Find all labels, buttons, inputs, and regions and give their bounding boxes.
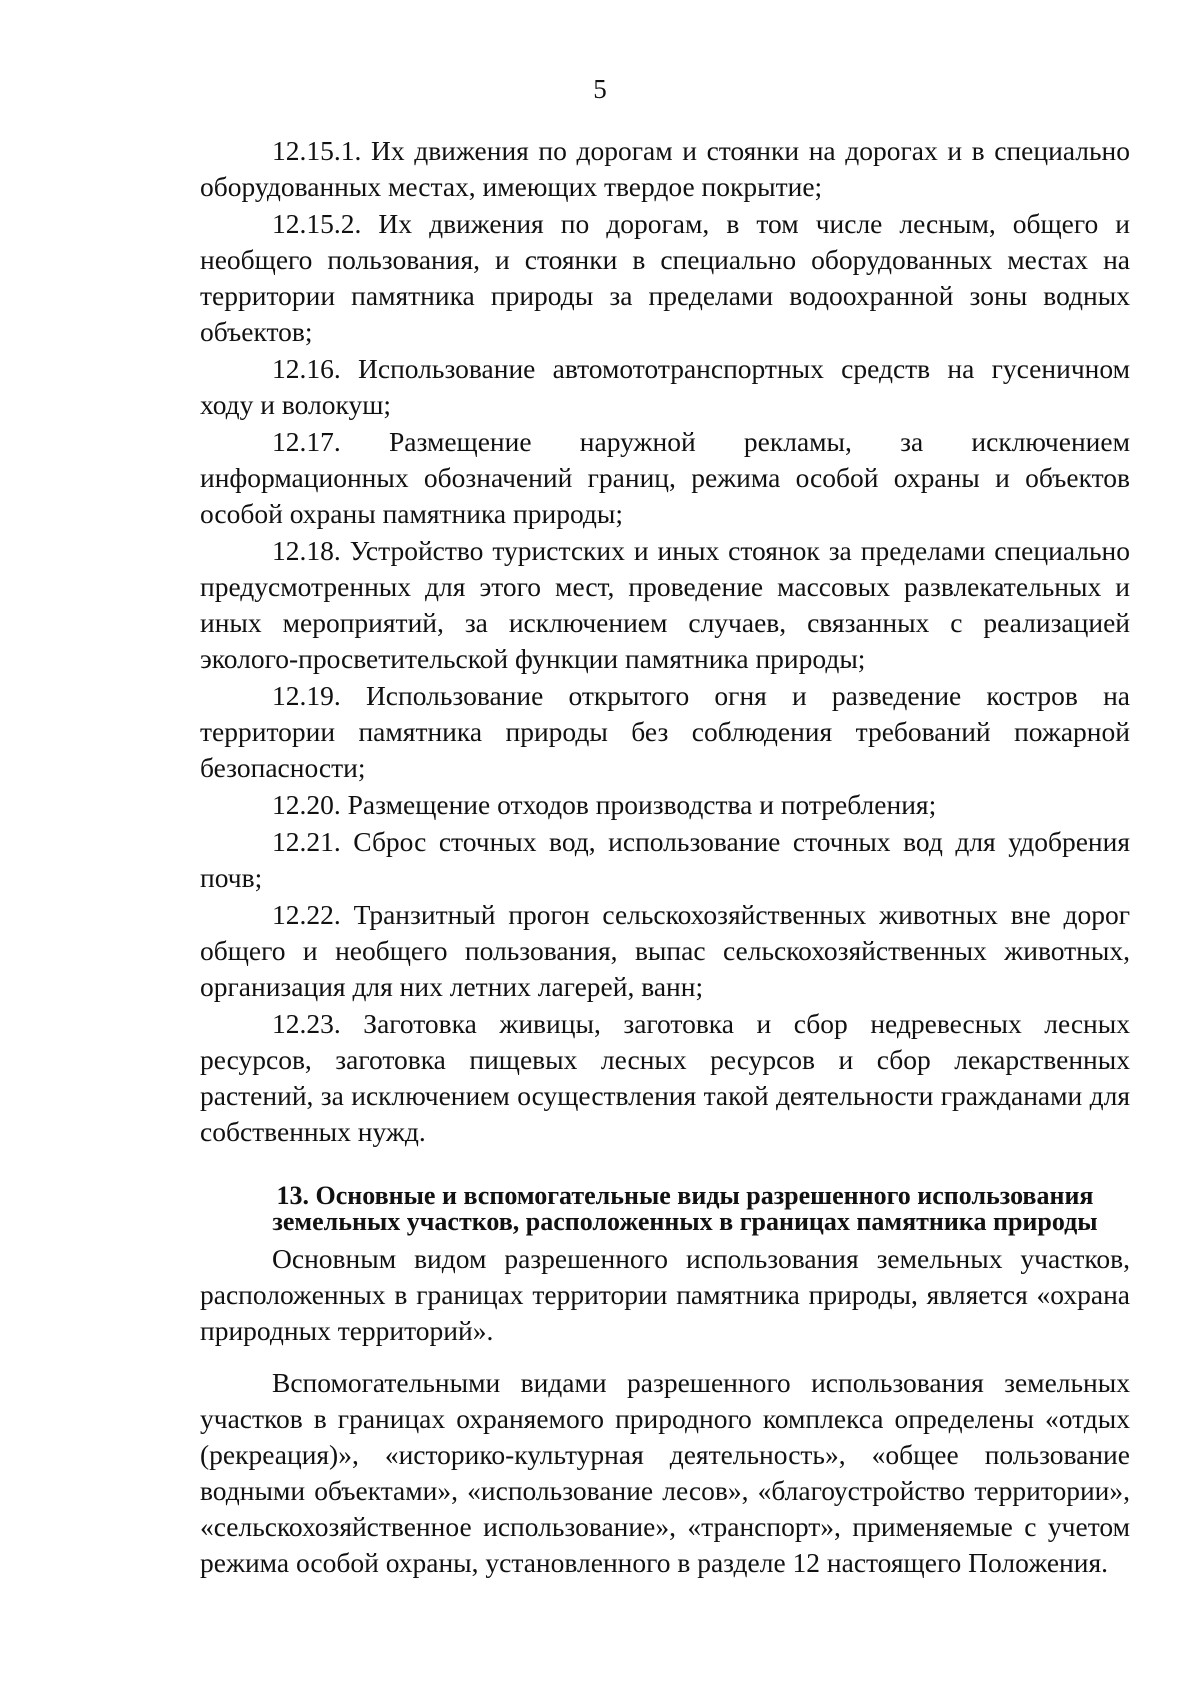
clauses-list [200,133,1130,1150]
section-13-heading-line2: земельных участков, расположенных в границах памятника природы [272,1207,1098,1236]
section-13-paragraph-auxiliary: Вспомогательными видами разрешенного использования земельных участков в границах охраняемого природного комплекса определены «отдых (рекреация)», «историко-культурная деятельность», «общее пользование водными объектами», «использование лесов», «благоустройство территории», «сельскохозяйственное использование», «транспорт», применяемые с учетом режима особой охраны, установленного в разделе 12 настоящего Положения. [200,1367,1130,1578]
section-13-heading-line1: 13. Основные и вспомогательные виды разрешенного использования [276,1181,1094,1210]
clause-12-22: 12.22. Транзитный прогон сельскохозяйственных животных вне дорог общего и необщего пользования, выпас сельскохозяйственных животных, организация для них летних лагерей, ванн; [200,899,1130,1002]
clause-12-18: 12.18. Устройство туристских и иных стоянок за пределами специально предусмотренных для этого мест, проведение массовых развлекательных и иных мероприятий, за исключением случаев, связанных с реализацией эколого-просветительской функции памятника природы; [200,535,1130,674]
section-13-paragraph-main: Основным видом разрешенного использования земельных участков, расположенных в границах территории памятника природы, является «охрана природных территорий». [200,1243,1130,1346]
page-content [200,133,1130,1581]
clause-12-16: 12.16. Использование автомототранспортных средств на гусеничном ходу и волокуш; [200,353,1130,420]
clause-12-15-1: 12.15.1. Их движения по дорогам и стоянки на дорогах и в специально оборудованных местах, имеющих твердое покрытие; [200,135,1130,202]
clause-12-17: 12.17. Размещение наружной рекламы, за исключением информационных обозначений границ, режима особой охраны и объектов особой охраны памятника природы; [200,426,1130,529]
clause-12-15-2: 12.15.2. Их движения по дорогам, в том числе лесным, общего и необщего пользования, и стоянки в специально оборудованных местах на территории памятника природы за пределами водоохранной зоны водных объектов; [200,208,1130,347]
section-13-heading [200,1183,1130,1235]
clause-12-19: 12.19. Использование открытого огня и разведение костров на территории памятника природы без соблюдения требований пожарной безопасности; [200,680,1130,783]
clause-12-21: 12.21. Сброс сточных вод, использование сточных вод для удобрения почв; [200,826,1130,893]
clause-12-23: 12.23. Заготовка живицы, заготовка и сбор недревесных лесных ресурсов, заготовка пищевых лесных ресурсов и сбор лекарственных растений, за исключением осуществления такой деятельности гражданами для собственных нужд. [200,1008,1130,1147]
page-number: 5 [593,74,607,104]
clause-12-20: 12.20. Размещение отходов производства и потребления; [272,789,937,820]
